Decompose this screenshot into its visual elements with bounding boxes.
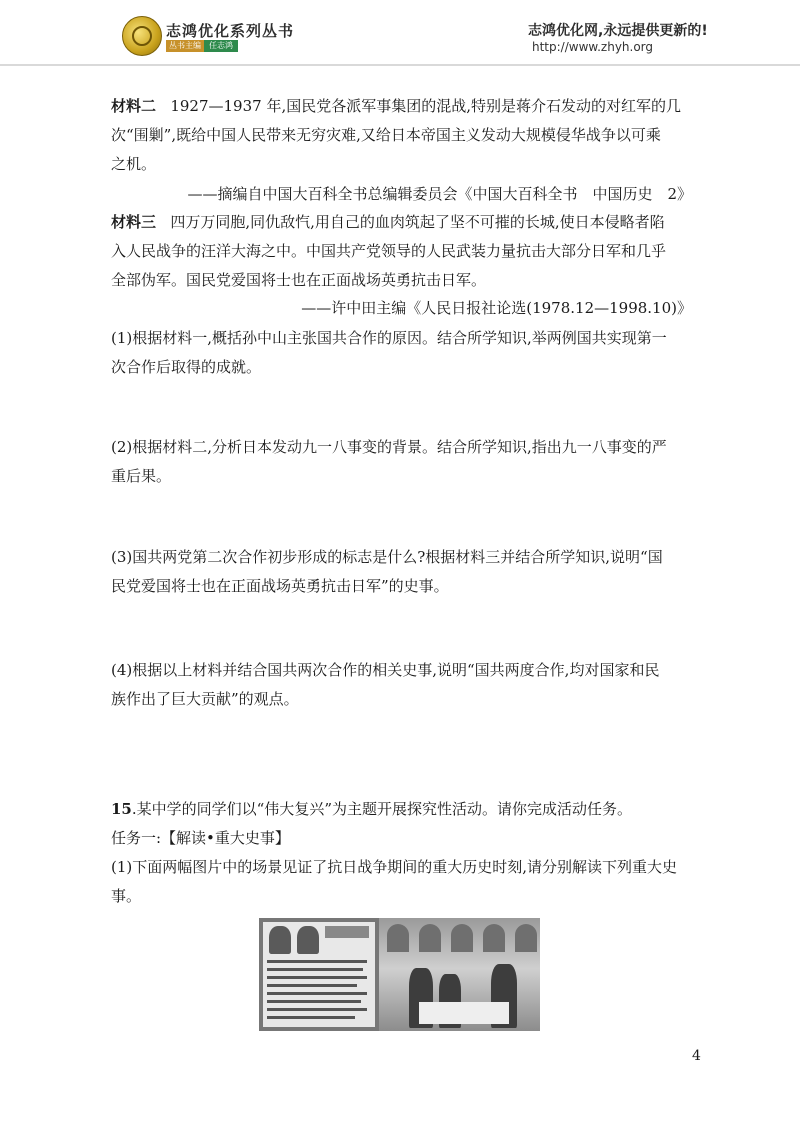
question-4-line-1: (4)根据以上材料并结合国共两次合作的相关史事,说明“国共两度合作,均对国家和民 [111,661,660,679]
question-3-line-2: 民党爱国将士也在正面战场英勇抗击日军”的史事。 [111,577,449,595]
material3-line-2: 入人民战争的汪洋大海之中。中国共产党领导的人民武装力量抗击大部分日军和几乎 [111,242,667,260]
question-15-text: .某中学的同学们以“伟大复兴”为主题开展探究性活动。请你完成活动任务。 [131,800,632,818]
brand-title: 志鸿优化系列丛书 [166,22,295,40]
editor-name: 任志鸿 [204,40,238,52]
material2-label: 材料二 [111,97,157,115]
site-url[interactable]: http://www.zhyh.org [532,40,654,54]
question-4-line-2: 族作出了巨大贡献”的观点。 [111,690,299,708]
material3-line-3: 全部伪军。国民党爱国将士也在正面战场英勇抗击日军。 [111,271,487,289]
question-2-line-1: (2)根据材料二,分析日本发动九一八事变的背景。结合所学知识,指出九一八事变的严 [111,438,667,456]
material2-line-1 [111,96,681,116]
question-1-line-1: (1)根据材料一,概括孙中山主张国共合作的原因。结合所学知识,举两例国共实现第一 [111,329,667,347]
header-divider [0,64,800,66]
question-15-number: 15 [111,800,132,818]
material2-text: 1927—1937 年,国民党各派军事集团的混战,特别是蒋介石发动的对红军的几 [170,97,681,115]
editor-tag [166,40,238,52]
material2-source: ——摘编自中国大百科全书总编辑委员会《中国大百科全书 中国历史 2》 [187,185,692,203]
material2-line-2: 次“围剿”,既给中国人民带来无穷灾难,又给日本帝国主义发动大规模侵华战争以可乘 [111,126,661,144]
material3-text: 四万万同胞,同仇敌忾,用自己的血肉筑起了坚不可摧的长城,使日本侵略者陷 [170,213,665,231]
site-slogan: 志鸿优化网,永远提供更新的! [528,23,708,39]
question-3-line-1: (3)国共两党第二次合作初步形成的标志是什么?根据材料三并结合所学知识,说明“国 [111,548,663,566]
historical-photos [259,918,540,1031]
question-15-stem [111,799,632,819]
editor-label: 丛书主编 [166,40,204,52]
series-logo-icon [122,16,162,56]
page-number: 4 [692,1048,701,1064]
material3-source: ——许中田主编《人民日报社论选(1978.12—1998.10)》 [301,299,692,317]
task-1-heading: 任务一:【解读•重大史事】 [111,829,290,847]
material2-line-3: 之机。 [111,155,157,173]
task-1-sub-1-line-1: (1)下面两幅图片中的场景见证了抗日战争期间的重大历史时刻,请分别解读下列重大史 [111,858,678,876]
material3-label: 材料三 [111,213,157,231]
question-2-line-2: 重后果。 [111,467,172,485]
newspaper-photo [259,918,379,1031]
surrender-ceremony-photo [379,918,540,1031]
page-header [0,0,800,66]
question-1-line-2: 次合作后取得的成就。 [111,358,262,376]
material3-line-1 [111,212,665,232]
task-1-sub-1-line-2: 事。 [111,887,142,905]
